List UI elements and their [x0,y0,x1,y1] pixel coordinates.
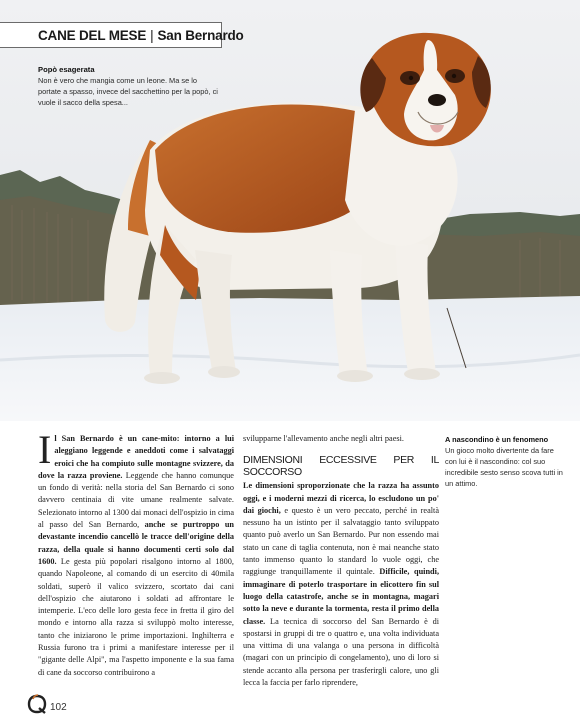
sidebar-box [445,434,563,489]
lead-bold-2: anche se purtroppo un devastante incendio cancellò le tracce dell'origine della razza, della quale si hanno documenti certi solo dal 1600. [38,520,235,566]
drop-cap: I [38,427,52,472]
body-bold-1: Le dimensioni sproporzionate che la razza ha assunto oggi, e i moderni mezzi di ricerca, lo escludono un po' dai giochi, [243,481,439,515]
sidebar-text: Un gioco molto divertente da fare con lui è il nascondino: col suo incredibile sesto senso scova tutti in un attimo. [445,446,563,488]
page-footer [26,694,67,714]
section-heading: DIMENSIONI ECCESSIVE PER IL SOCCORSO [243,454,439,479]
article-paragraph-2 [243,480,439,689]
article-column-2 [243,433,439,689]
lead-bold-1: l San Bernardo è un cane-mito: intorno a lui aleggiano leggende e aneddoti come i salvataggi eroici che ha compiuto sulle montagne svizzere, da dove la razza proviene. [38,434,234,480]
section-header [0,22,244,48]
section-label: CANE DEL MESE [38,27,147,43]
lead-text-2: Le gesta più popolari risalgono intorno al 1800, quando Napoleone, al comando di un esercito di 40mila soldati, superò il valico svizzero, scortato dai cani dell'ospizio che aiutarono i soldati ad affrontare le intemperie. L'eco delle loro gesta fece in fretta il giro del mondo e intorno alla razza si sviluppò molto interesse, tanto che iniziarono le prime importazioni. Inghilterra e Russia furono tra i primi a manifestare interesse per il "gigante delle Alpi", ma l'aspetto imponente e la sua fama di cane da soccorso contribuirono a [38,556,234,677]
header-separator: | [150,27,154,43]
body-text-1: e questo è un vero peccato, perché in realtà nessuno ha un istinto per il salvataggio tanto sviluppato quanto può averlo un San Bernardo. Pur non essendo mai stato un cane di taglia contenuta, non è mai neanche stato tanto immenso quanto lo standard lo vuole oggi, che raggiunge tranquillamente il quintale. [243,505,439,577]
page-number: 102 [50,701,67,713]
caption-text: Non è vero che mangia come un leone. Ma se lo portate a spasso, invece del sacchettino per la popò, ci vuole il sacco della spesa... [38,76,218,107]
lead-text-1: Leggende che hanno comunque un fondo di verità: nella storia del San Bernardo ci sono davvero centinaia di vite umane realmente salvate. Selezionato intorno al 1300 dai monaci dell'ospizio in cima al passo del San Bernardo, [38,470,234,530]
body-text-2: La tecnica di soccorso del San Bernardo è di spostarsi in gruppi di tre o quattro e, una volta individuata una vittima di una valanga o una persona in difficoltà (magari con un principio di congelamento), uno di loro si stende accanto alla persona per trasferirgli calore, uno gli lecca la faccia per farlo riprendere, [243,616,439,688]
caption-title: Popò esagerata [38,65,95,74]
breed-name: San Bernardo [157,27,244,43]
article-paragraph-1 [38,427,235,679]
photo-caption [38,64,218,108]
sidebar-title: A nascondino è un fenomeno [445,435,549,444]
magazine-logo-icon [26,694,48,714]
article-column-1 [38,427,235,679]
body-bold-2: Difficile, quindi, immaginare di poterlo trasportare in elicottero fin sul luogo della catastrofe, anche se in montagna, magari sotto la neve e durante la tormenta, resta il primo della classe. [243,567,440,626]
continuation-text: svilupparne l'allevamento anche negli altri paesi. [243,434,404,443]
